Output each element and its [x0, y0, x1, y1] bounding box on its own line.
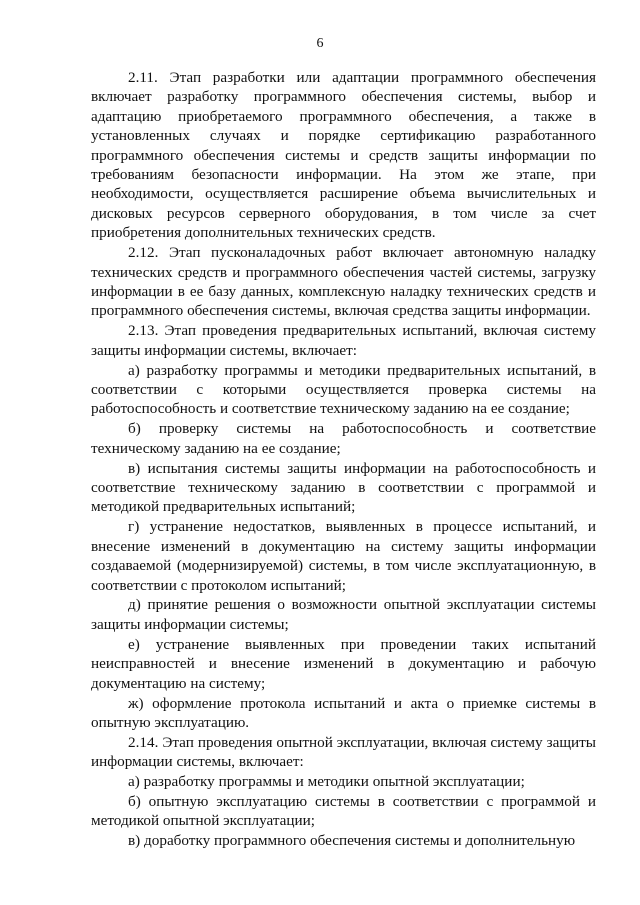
list-item-2-14-b: б) опытную эксплуатацию системы в соответствии с программой и методикой опытной эксплуатации; [91, 793, 596, 830]
paragraph-2-14: 2.14. Этап проведения опытной эксплуатации, включая систему защиты информации системы, включает: [91, 733, 596, 771]
paragraph-2-13: 2.13. Этап проведения предварительных испытаний, включая систему защиты информации системы, включает: [91, 322, 596, 359]
list-item-2-14-v: в) доработку программного обеспечения системы и дополнительную [128, 832, 576, 850]
list-item-2-13-a: а) разработку программы и методики предварительных испытаний, в соответствии с которыми осуществляется проверка системы на работоспособность и соответствие техническому заданию на ее создание; [91, 361, 596, 418]
list-item-2-13-g: г) устранение недостатков, выявленных в процессе испытаний, и внесение изменений в документацию на систему защиты информации создаваемой (модернизируемой) системы, в том числе эксплуатационную, в соответствии с протоколом испытаний; [91, 518, 596, 594]
document-body [91, 68, 596, 851]
list-item-2-14-a: а) разработку программы и методики опытной эксплуатации; [128, 773, 525, 791]
list-item-2-13-b: б) проверку системы на работоспособность и соответствие техническому заданию на ее создание; [91, 420, 596, 457]
list-item-2-13-d: д) принятие решения о возможности опытной эксплуатации системы защиты информации системы; [91, 596, 596, 633]
paragraph-2-12: 2.12. Этап пусконаладочных работ включает автономную наладку технических средств и программного обеспечения частей системы, загрузку информации в ее базу данных, комплексную наладку технических средств и программного обеспечения системы, включая средства защиты информации. [91, 244, 596, 320]
paragraph-2-11: 2.11. Этап разработки или адаптации программного обеспечения включает разработку программного обеспечения системы, выбор и адаптацию приобретаемого программного обеспечения, а также в установленных случаях и порядке сертификацию разработанного программного обеспечения системы и средств защиты информации по требованиям безопасности информации. На этом же этапе, при необходимости, осуществляется расширение объема вычислительных и дисковых ресурсов серверного оборудования, в том числе за счет приобретения дополнительных технических средств. [91, 69, 596, 242]
page-number: 6 [316, 36, 324, 51]
list-item-2-13-zh: ж) оформление протокола испытаний и акта о приемке системы в опытную эксплуатацию. [91, 694, 596, 731]
list-item-2-13-v: в) испытания системы защиты информации на работоспособность и соответствие техническому заданию в соответствии с программой и методикой предварительных испытаний; [91, 459, 596, 516]
list-item-2-13-e: е) устранение выявленных при проведении таких испытаний неисправностей и внесение изменений в документацию и рабочую документацию на систему; [91, 635, 596, 692]
